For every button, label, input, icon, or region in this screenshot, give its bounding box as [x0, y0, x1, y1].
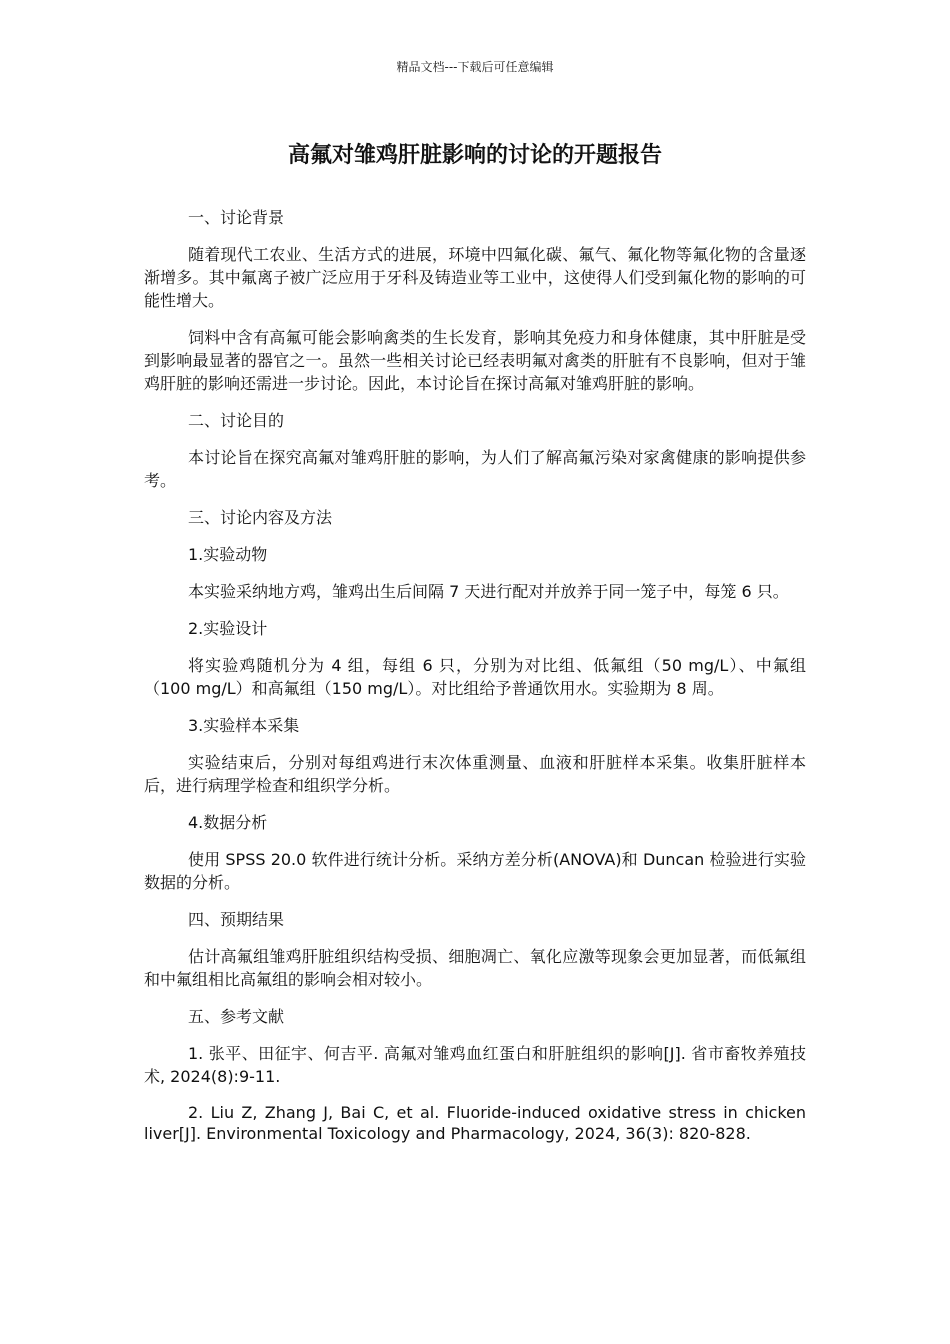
paragraph-animals: 本实验采纳地方鸡，雏鸡出生后间隔 7 天进行配对并放养于同一笼子中，每笼 6 只。 — [188, 582, 789, 601]
document-body — [144, 206, 806, 1158]
paragraph-results: 估计高氟组雏鸡肝脏组织结构受损、细胞凋亡、氧化应激等现象会更加显著，而低氟组和中氟组相比高氟组的影响会相对较小。 — [144, 947, 806, 989]
paragraph-analysis: 使用 SPSS 20.0 软件进行统计分析。采纳方差分析(ANOVA)和 Duncan 检验进行实验数据的分析。 — [144, 850, 806, 892]
section-heading-background: 一、讨论背景 — [188, 208, 285, 227]
paragraph-sampling: 实验结束后，分别对每组鸡进行末次体重测量、血液和肝脏样本采集。收集肝脏样本后，进行病理学检查和组织学分析。 — [144, 753, 806, 795]
paragraph-purpose: 本讨论旨在探究高氟对雏鸡肝脏的影响，为人们了解高氟污染对家禽健康的影响提供参考。 — [144, 448, 806, 490]
section-heading-purpose: 二、讨论目的 — [188, 411, 285, 430]
paragraph-background-1: 随着现代工农业、生活方式的进展，环境中四氟化碳、氟气、氟化物等氟化物的含量逐渐增多。其中氟离子被广泛应用于牙科及铸造业等工业中，这使得人们受到氟化物的影响的可能性增大。 — [144, 245, 806, 310]
paragraph-background-2: 饲料中含有高氟可能会影响禽类的生长发育，影响其免疫力和身体健康，其中肝脏是受到影响最显著的器官之一。虽然一些相关讨论已经表明氟对禽类的肝脏有不良影响，但对于雏鸡肝脏的影响还需进一步讨论。因此，本讨论旨在探讨高氟对雏鸡肝脏的影响。 — [144, 328, 806, 393]
subheading-design: 2.实验设计 — [188, 619, 268, 638]
section-heading-references: 五、参考文献 — [188, 1007, 285, 1026]
section-heading-results: 四、预期结果 — [188, 910, 285, 929]
document-title: 高氟对雏鸡肝脏影响的讨论的开题报告 — [287, 143, 662, 168]
reference-item-2: 2. Liu Z, Zhang J, Bai C, et al. Fluoride-induced oxidative stress in chicken liver[J]. Environmental Toxicology and Pharmacology, 2024, 36(3): 820-828. — [144, 1103, 806, 1143]
header-note: 精品文档---下载后可任意编辑 — [396, 60, 554, 74]
subheading-sampling: 3.实验样本采集 — [188, 716, 300, 735]
reference-item-1: 1. 张平、田征宇、何吉平. 高氟对雏鸡血红蛋白和肝脏组织的影响[J]. 省市畜牧养殖技术, 2024(8):9-11. — [144, 1044, 806, 1086]
subheading-animals: 1.实验动物 — [188, 545, 268, 564]
subheading-analysis: 4.数据分析 — [188, 813, 268, 832]
paragraph-design: 将实验鸡随机分为 4 组，每组 6 只，分别为对比组、低氟组（50 mg/L）、中氟组（100 mg/L）和高氟组（150 mg/L）。对比组给予普通饮用水。实验期为 8 周。 — [144, 656, 806, 698]
section-heading-methods: 三、讨论内容及方法 — [188, 508, 333, 527]
